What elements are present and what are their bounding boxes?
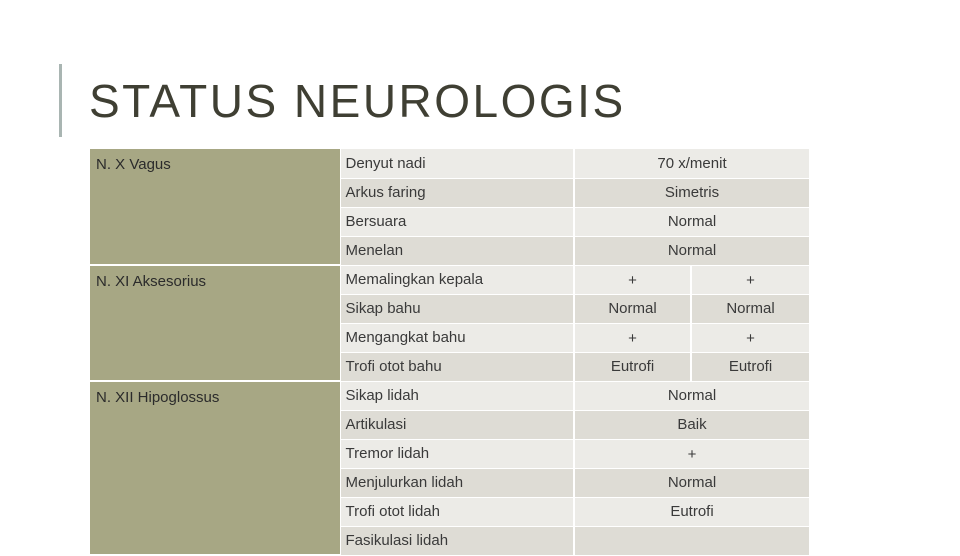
exam-item: Menelan — [340, 236, 574, 265]
exam-value: 70 x/menit — [574, 149, 809, 178]
exam-item: Artikulasi — [340, 410, 574, 439]
exam-value-right: Eutrofi — [691, 352, 809, 381]
exam-item: Denyut nadi — [340, 149, 574, 178]
table-row — [90, 149, 809, 178]
exam-item: Fasikulasi lidah — [340, 526, 574, 555]
exam-item: Arkus faring — [340, 178, 574, 207]
exam-value-left: + — [574, 265, 691, 294]
exam-value: Normal — [574, 468, 809, 497]
exam-item: Sikap lidah — [340, 381, 574, 410]
exam-item: Tremor lidah — [340, 439, 574, 468]
nerve-label-hipoglossus: N. XII Hipoglossus — [90, 381, 340, 555]
nerve-label-vagus: N. X Vagus — [90, 149, 340, 265]
exam-value: Normal — [574, 207, 809, 236]
exam-item: Memalingkan kepala — [340, 265, 574, 294]
exam-item: Mengangkat bahu — [340, 323, 574, 352]
exam-value: Normal — [574, 236, 809, 265]
exam-item: Trofi otot bahu — [340, 352, 574, 381]
nerve-label-aksesorius: N. XI Aksesorius — [90, 265, 340, 381]
exam-value-left: Eutrofi — [574, 352, 691, 381]
page-title: STATUS NEUROLOGIS — [89, 75, 626, 127]
exam-item: Menjulurkan lidah — [340, 468, 574, 497]
exam-value: Eutrofi — [574, 497, 809, 526]
exam-value-left: + — [574, 323, 691, 352]
neuro-status-table — [90, 149, 809, 556]
exam-value-right: + — [691, 323, 809, 352]
exam-item: Sikap bahu — [340, 294, 574, 323]
exam-value — [574, 526, 809, 555]
table-row — [90, 381, 809, 410]
exam-value: + — [574, 439, 809, 468]
exam-value-right: Normal — [691, 294, 809, 323]
title-accent-bar — [59, 64, 62, 137]
exam-item: Trofi otot lidah — [340, 497, 574, 526]
exam-value: Baik — [574, 410, 809, 439]
exam-value: Simetris — [574, 178, 809, 207]
exam-item: Bersuara — [340, 207, 574, 236]
exam-value-left: Normal — [574, 294, 691, 323]
table-row — [90, 265, 809, 294]
exam-value: Normal — [574, 381, 809, 410]
exam-value-right: + — [691, 265, 809, 294]
